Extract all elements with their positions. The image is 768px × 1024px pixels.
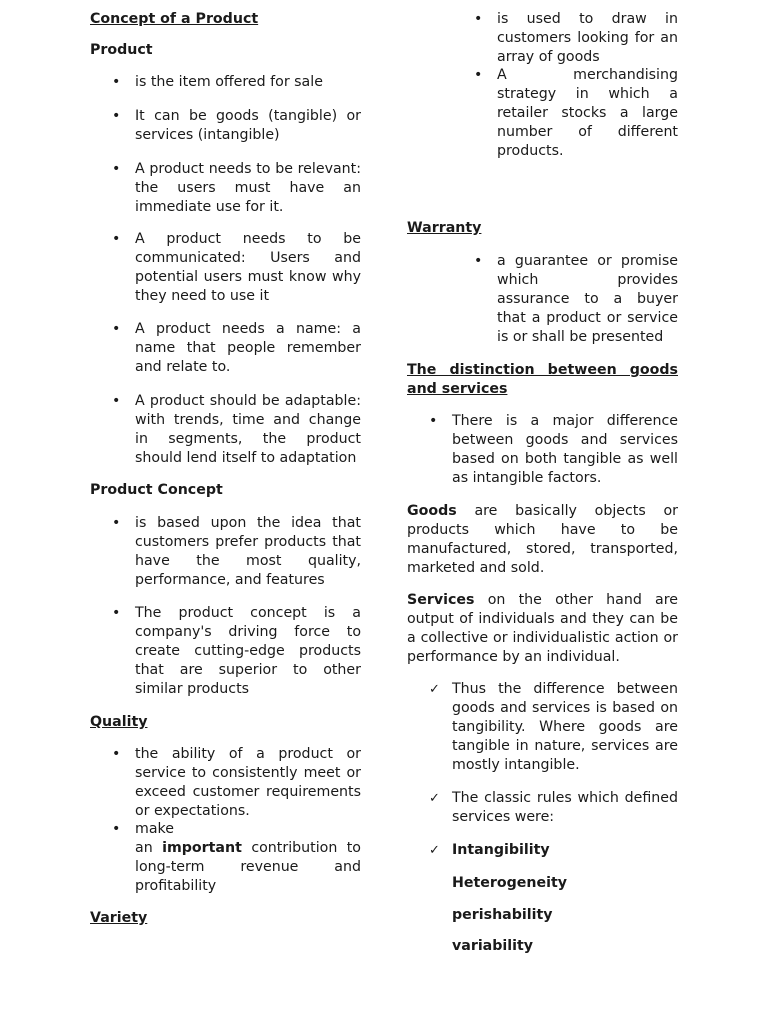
list-item: • It can be goods (tangible) or services (intangible) — [112, 108, 361, 143]
list-item: • A merchandising strategy in which a retailer stocks a large number of different products. — [474, 67, 678, 159]
list-item: • A product needs to be relevant: the users must have an immediate use for it. — [112, 161, 361, 215]
list-item: • the ability of a product or service to consistently meet or exceed customer requirements or expectations. — [112, 746, 361, 819]
rule-heterogeneity: Heterogeneity — [452, 875, 568, 891]
list-item: • There is a major difference between goods and services based on both tangible as well as intangible factors. — [429, 413, 678, 486]
bullet-icon: • — [474, 253, 483, 269]
goods-paragraph: Goods are basically objects or products which have to be manufactured, stored, transported, marketed and sold. — [407, 503, 678, 576]
rule-intangibility: Intangibility — [452, 842, 550, 858]
bullet-icon: • — [112, 161, 121, 177]
variety-heading: Variety — [90, 910, 148, 926]
bullet-icon: • — [474, 67, 483, 83]
product-heading: Product — [90, 42, 153, 58]
warranty-heading: Warranty — [407, 220, 482, 236]
list-item: • A product needs a name: a name that people remember and relate to. — [112, 321, 361, 375]
list-item: • is the item offered for sale — [112, 74, 323, 90]
bullet-icon: • — [112, 821, 121, 837]
list-item: • is based upon the idea that customers prefer products that have the most quality, performance, and features — [112, 515, 361, 588]
emphasis-important: important — [162, 840, 242, 856]
bullet-icon: • — [112, 74, 121, 90]
list-item: ✓ Thus the difference between goods and services is based on tangibility. Where goods are tangible in nature, services are mostly intangible. — [429, 681, 678, 773]
rule-perishability: perishability — [452, 907, 553, 923]
services-term: Services — [407, 592, 475, 608]
product-concept-heading: Product Concept — [90, 482, 223, 498]
list-item: • make an important contribution to long-term revenue and profitability — [112, 821, 361, 894]
bullet-icon: • — [112, 605, 121, 621]
list-item: • The product concept is a company's driving force to create cutting-edge products that are superior to other similar products — [112, 605, 361, 697]
bullet-icon: • — [112, 108, 121, 124]
bullet-icon: • — [112, 746, 121, 762]
goods-term: Goods — [407, 503, 457, 519]
bullet-icon: • — [112, 321, 121, 337]
document-title: Concept of a Product — [90, 11, 259, 27]
bullet-icon: • — [429, 413, 438, 429]
bullet-icon: • — [112, 393, 121, 409]
services-paragraph: Services on the other hand are output of individuals and they can be a collective or individualistic action or performance by an individual. — [407, 592, 679, 665]
checkmark-icon: ✓ — [429, 682, 440, 697]
list-item — [429, 841, 678, 860]
distinction-heading: The distinction between goods and services — [407, 362, 678, 397]
rule-variability: variability — [452, 938, 534, 954]
checkmark-icon: ✓ — [429, 843, 440, 858]
quality-heading: Quality — [90, 714, 148, 730]
list-item: • A product needs to be communicated: Users and potential users must know why they need to use it — [112, 231, 361, 304]
list-item: • is used to draw in customers looking for an array of goods — [474, 11, 678, 65]
bullet-icon: • — [112, 231, 121, 247]
list-item: • a guarantee or promise which provides assurance to a buyer that a product or service is or shall be presented — [474, 253, 678, 345]
checkmark-icon: ✓ — [429, 791, 440, 806]
bullet-icon: • — [112, 515, 121, 531]
list-item: ✓ The classic rules which defined services were: — [429, 790, 678, 825]
list-item: • A product should be adaptable: with trends, time and change in segments, the product should lend itself to adaptation — [112, 393, 361, 466]
bullet-icon: • — [474, 11, 483, 27]
